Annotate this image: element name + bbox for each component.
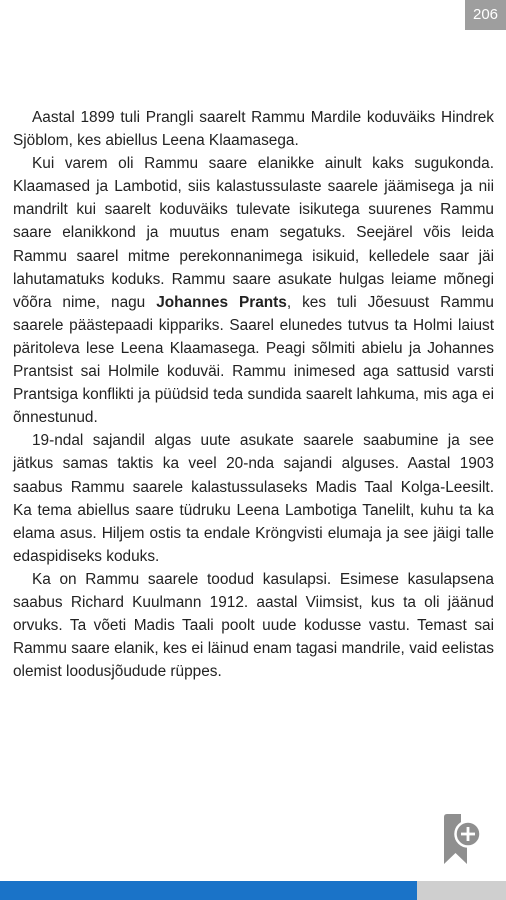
reading-progress-fill — [0, 881, 417, 900]
bold-name: Johannes Prants — [156, 293, 287, 311]
bookmark-add-icon — [441, 811, 483, 867]
paragraph-2-text-end: , kes tuli Jõesuust Rammu saarele päästepaadi kippariks. Saarel elunedes tutvus ta Holmi laiust päritoleva lese Leena Klaamasega. Peagi sõlmiti abielu ja Johannes Prantsist sai Holmile koduväi. Rammu inimesed aga sattusid varsti Prantsiga konflikti ja püüdsid teda sundida saarelt lahkuma, mis aga ei õnnestunud. — [13, 293, 494, 427]
add-bookmark-button[interactable] — [441, 811, 483, 867]
paragraph-2-text-start: Kui varem oli Rammu saare elanikke ainult kaks sugukonda. Klaamased ja Lambotid, siis kalastussulaste saarele jäämisega ja nii mandrilt kui saarelt koduväiks tulevate isikutega suurenes Rammu saare elanikkond ja muutus enam segatuks. Seejärel võis leida Rammu saarel mitme perekonnanimega isikuid, kelledele saar jäi lahutamatuks koduks. Rammu saare asukate hulgas leiame mõnegi võõra nime, nagu — [13, 155, 494, 311]
page-number-badge: 206 — [465, 0, 506, 30]
paragraph-4: Ka on Rammu saarele toodud kasulapsi. Esimese kasulapsena saabus Richard Kuulmann 1912. aastal Viimsist, kus ta oli jäänud orvuks. Ta võeti Madis Taali poolt uude kodusse vastu. Temast sai Rammu saare elanik, kes ei läinud enam tagasi mandrile, vaid eelistas olemist loodusjõudude rüppes. — [13, 570, 494, 681]
book-text — [13, 106, 494, 683]
reading-progress-bar[interactable] — [0, 881, 506, 900]
paragraph-2 — [13, 152, 494, 429]
paragraph-1: Aastal 1899 tuli Prangli saarelt Rammu Mardile koduväiks Hindrek Sjöblom, kes abiellus Leena Klaamasega. — [13, 109, 494, 150]
paragraph-3: 19-ndal sajandil algas uute asukate saarele saabumine ja see jätkus samas taktis ka veel 20-nda sajandi alguses. Aastal 1903 saabus Rammu saarele kalastussulaseks Madis Taal Kolga-Leesilt. Ka tema abiellus saare tüdruku Leena Lambotiga Tanelilt, kuhu ta ka elama asus. Hiljem ostis ta endale Kröngvisti elumaja ja see jäigi talle edaspidiseks koduks. — [13, 432, 494, 565]
